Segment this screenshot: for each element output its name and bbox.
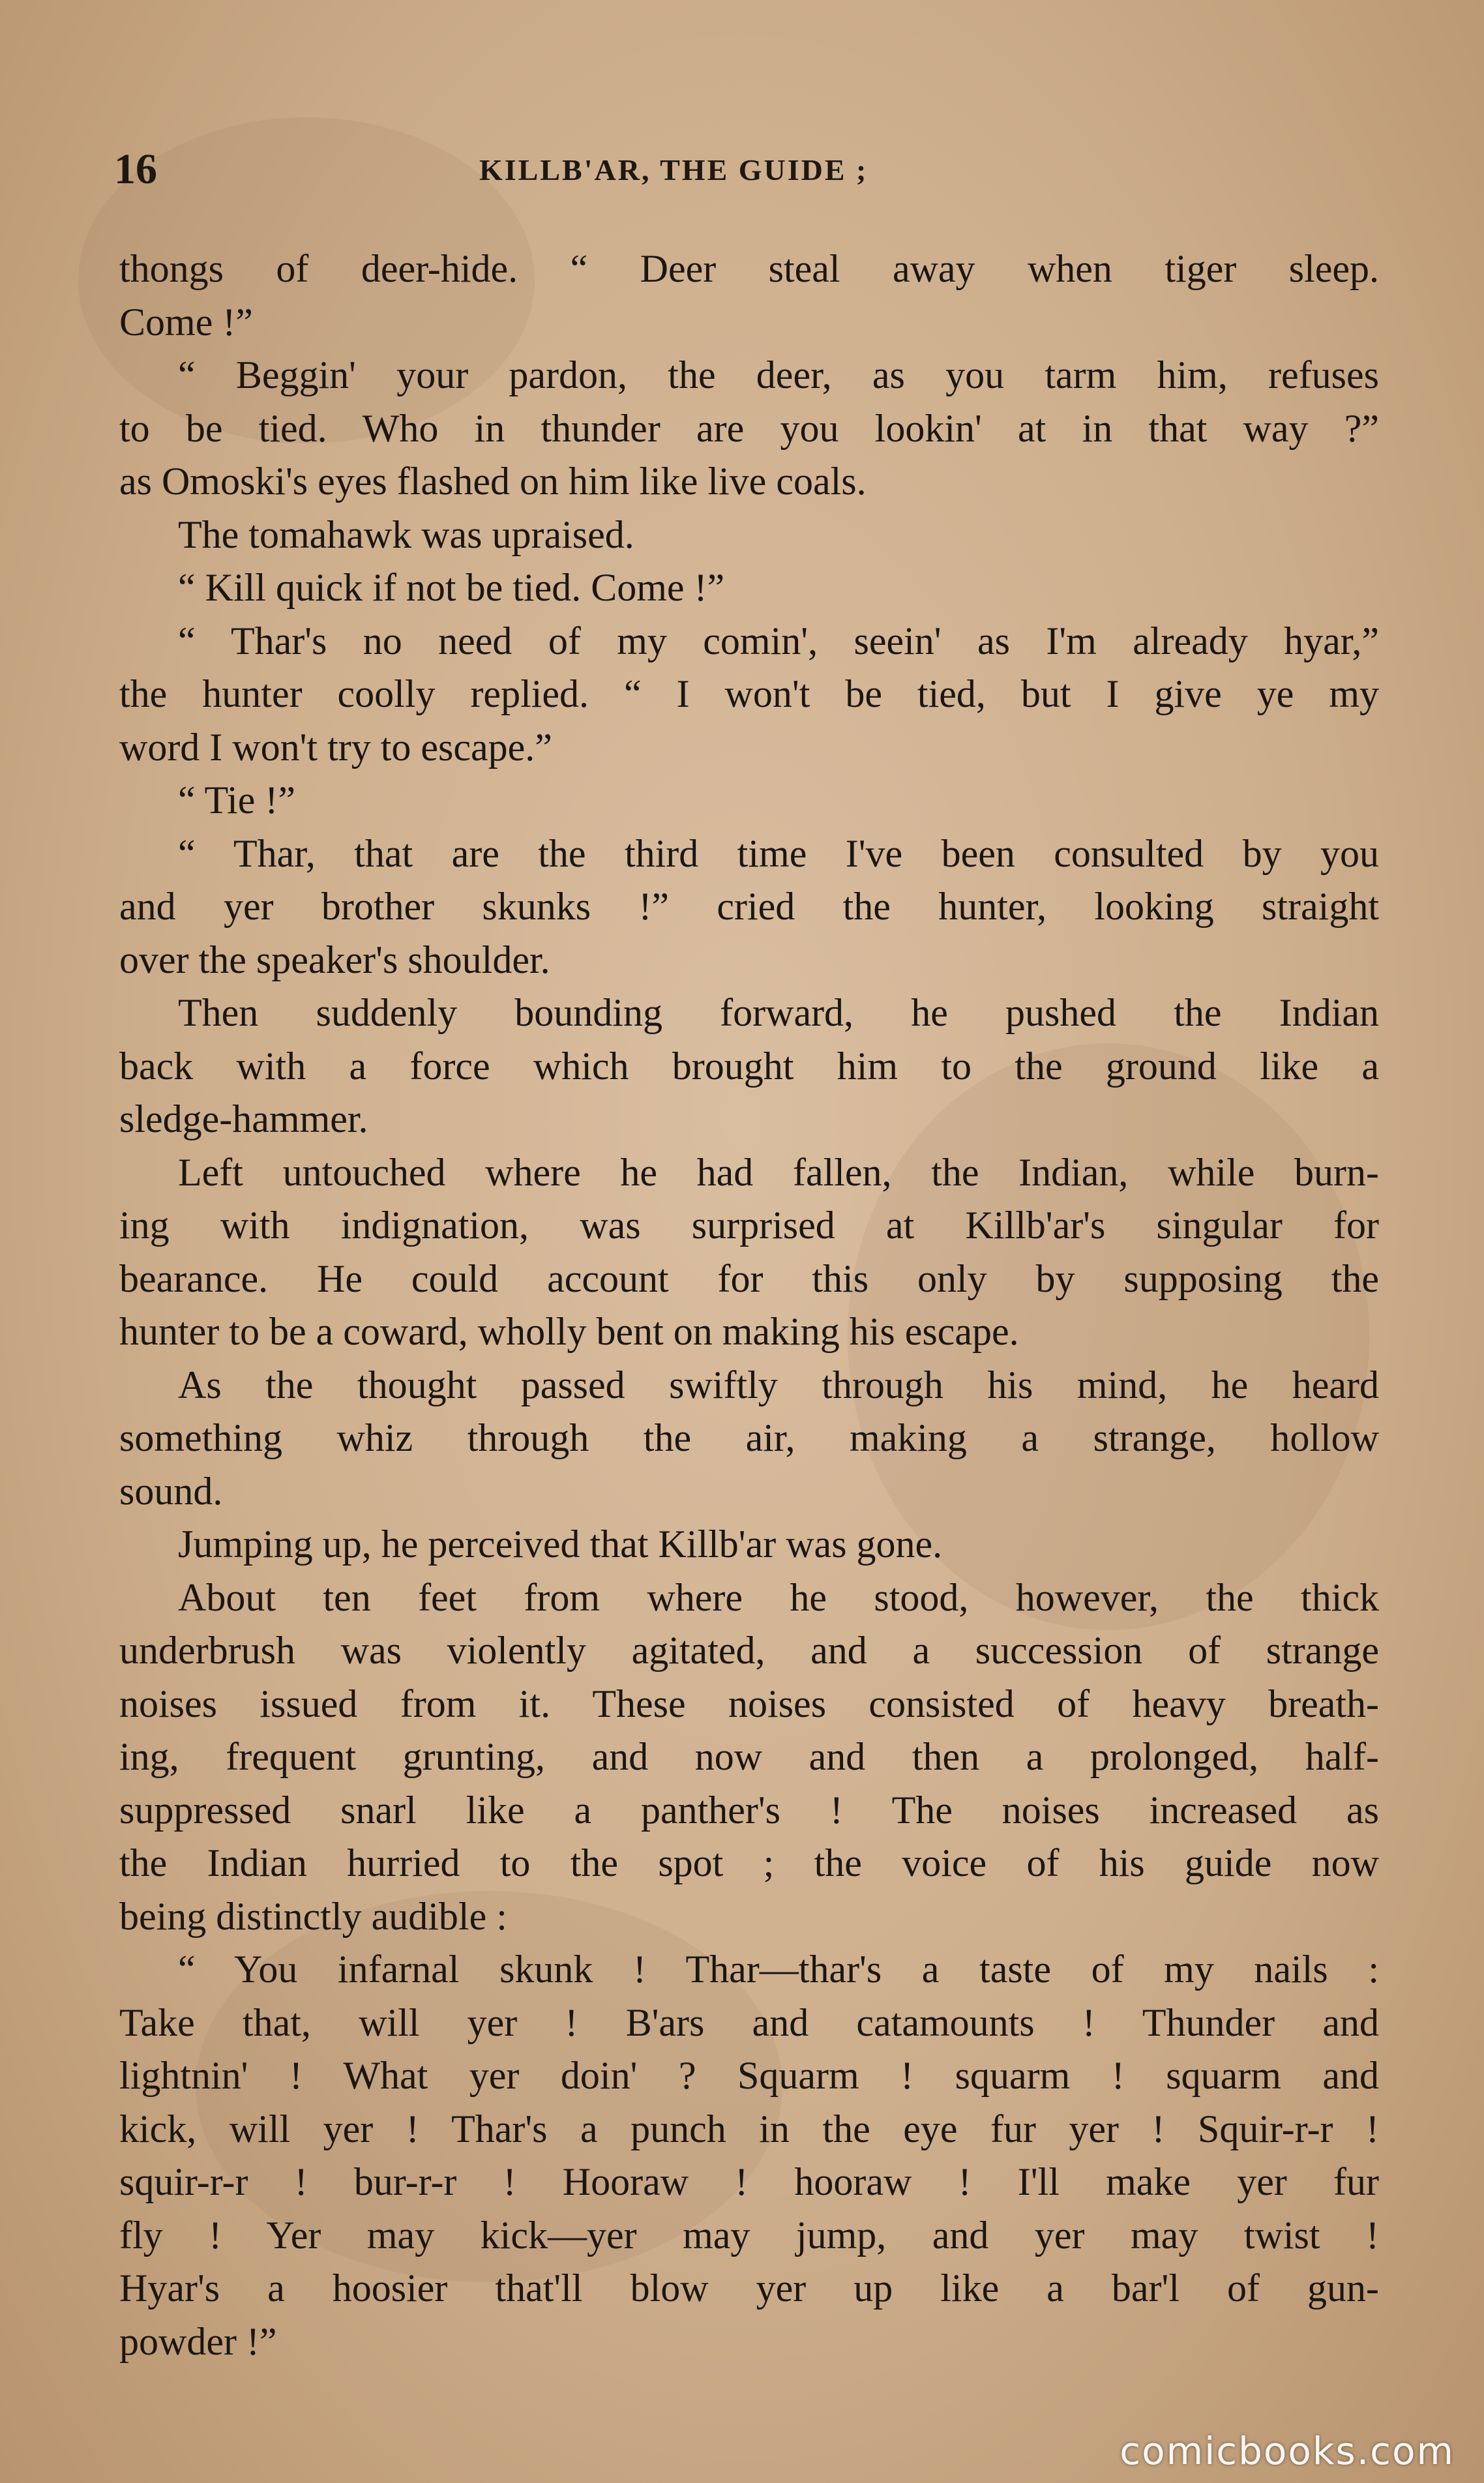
text-line: ing with indignation, was surprised at Killb'ar's singular for	[119, 1204, 1379, 1247]
running-head: KILLB'AR, THE GUIDE ;	[479, 153, 868, 186]
text-line: As the thought passed swiftly through his mind, he heard	[178, 1363, 1379, 1406]
text-line: the Indian hurried to the spot ; the voice of his guide now	[119, 1841, 1379, 1884]
text-line: word I won't try to escape.”	[119, 725, 552, 769]
text-line: as Omoski's eyes flashed on him like live coals.	[119, 460, 867, 503]
text-line: lightnin' ! What yer doin' ? Squarm ! squarm ! squarm and	[119, 2054, 1379, 2097]
page-number: 16	[114, 145, 157, 193]
text-line: “ Beggin' your pardon, the deer, as you tarm him, refuses	[178, 353, 1379, 396]
watermark: comicbooks.com	[1120, 2429, 1455, 2473]
text-line: and yer brother skunks !” cried the hunter, looking straight	[119, 885, 1379, 928]
text-line: noises issued from it. These noises consisted of heavy breath-	[119, 1682, 1379, 1725]
text-line: powder !”	[119, 2319, 277, 2363]
text-line: back with a force which brought him to the ground like a	[119, 1044, 1379, 1088]
text-line: Jumping up, he perceived that Killb'ar was gone.	[178, 1523, 943, 1566]
text-line: “ Thar, that are the third time I've been consulted by you	[178, 831, 1379, 875]
text-line: the hunter coolly replied. “ I won't be tied, but I give ye my	[119, 672, 1379, 715]
text-line: suppressed snarl like a panther's ! The noises increased as	[119, 1788, 1379, 1832]
text-line: something whiz through the air, making a strange, hollow	[119, 1416, 1379, 1459]
text-line: “ Kill quick if not be tied. Come !”	[178, 566, 725, 609]
text-line: Then suddenly bounding forward, he pushed the Indian	[178, 991, 1379, 1034]
text-line: About ten feet from where he stood, however, the thick	[178, 1575, 1379, 1619]
text-line: sledge-hammer.	[119, 1097, 368, 1140]
text-line: kick, will yer ! Thar's a punch in the eye fur yer ! Squir-r-r !	[119, 2107, 1379, 2150]
text-line: bearance. He could account for this only by supposing the	[119, 1256, 1379, 1300]
text-line: over the speaker's shoulder.	[119, 938, 550, 981]
text-line: ing, frequent grunting, and now and then a prolonged, half-	[119, 1735, 1379, 1778]
text-line: underbrush was violently agitated, and a succession of strange	[119, 1629, 1379, 1672]
text-line: to be tied. Who in thunder are you lookin' at in that way ?”	[119, 406, 1379, 450]
text-line: “ Thar's no need of my comin', seein' as I'm already hyar,”	[178, 619, 1379, 662]
text-line: hunter to be a coward, wholly bent on making his escape.	[119, 1310, 1019, 1353]
text-line: “ You infarnal skunk ! Thar—thar's a taste of my nails :	[178, 1948, 1379, 1991]
text-line: Come !”	[119, 300, 253, 344]
text-line: squir-r-r ! bur-r-r ! Hooraw ! hooraw ! I'll make yer fur	[119, 2160, 1379, 2203]
text-line: fly ! Yer may kick—yer may jump, and yer may twist !	[119, 2213, 1379, 2257]
text-line: Take that, will yer ! B'ars and catamounts ! Thunder and	[119, 2000, 1379, 2044]
text-line: Hyar's a hoosier that'll blow yer up like a bar'l of gun-	[119, 2267, 1379, 2310]
text-line: The tomahawk was upraised.	[178, 513, 634, 556]
text-line: being distinctly audible :	[119, 1894, 507, 1938]
text-line: thongs of deer-hide. “ Deer steal away when tiger sleep.	[119, 247, 1379, 290]
text-line: “ Tie !”	[178, 779, 295, 822]
body-text	[119, 243, 1379, 2368]
text-line: Left untouched where he had fallen, the Indian, while burn-	[178, 1150, 1379, 1194]
page-header	[114, 140, 1379, 199]
text-line: sound.	[119, 1469, 223, 1513]
